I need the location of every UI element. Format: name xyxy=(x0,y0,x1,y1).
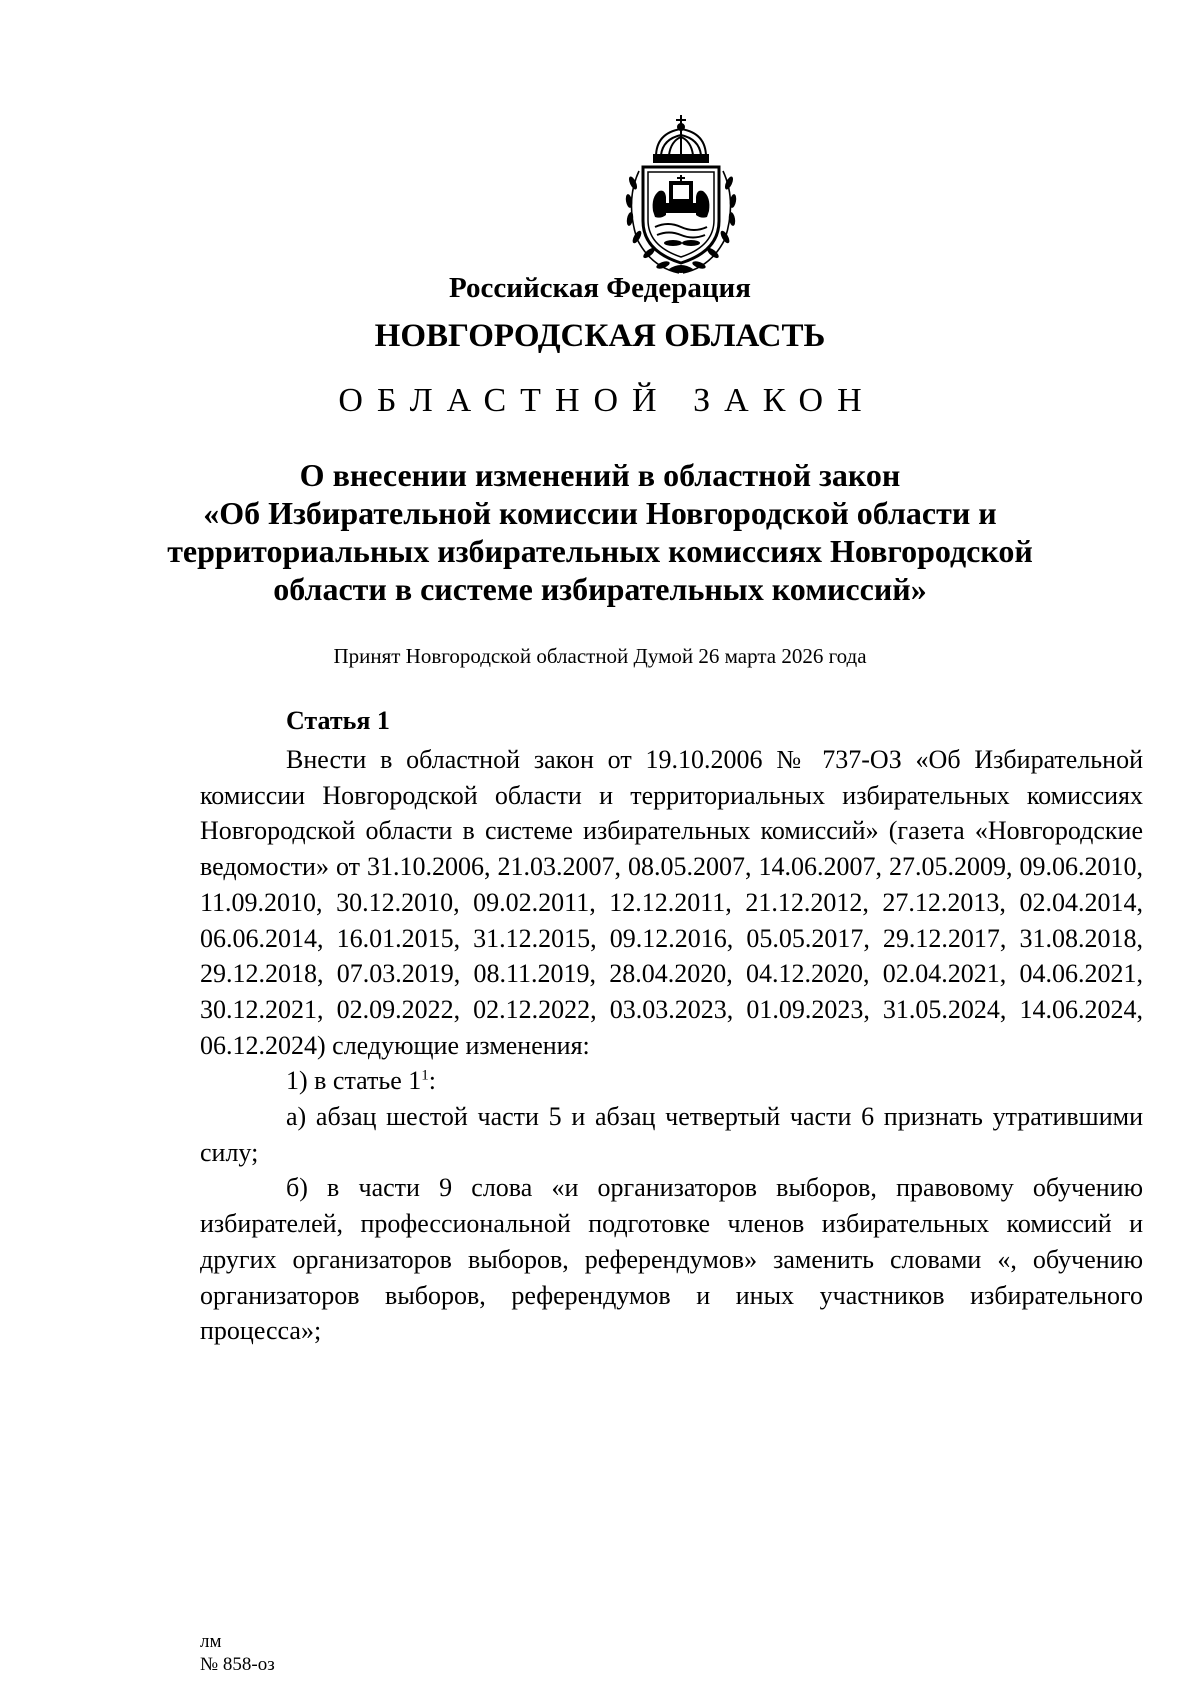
list-item-1-colon: : xyxy=(428,1066,437,1096)
article-intro-paragraph: Внести в областной закон от 19.10.2006 № 737-ОЗ «Об Избирательной комиссии Новгородской области и территориальных избирательных комиссиях Новгородской области в системе избирательных комиссий» (газета «Новгородские ведомости» от 31.10.2006, 21.03.2007, 08.05.2007, 14.06.2007, 27.05.2009, 09.06.2010, 11.09.2010, 30.12.2010, 09.02.2011, 12.12.2011, 21.12.2012, 27.12.2013, 02.04.2014, 06.06.2014, 16.01.2015, 31.12.2015, 09.12.2016, 05.05.2017, 29.12.2017, 31.08.2018, 29.12.2018, 07.03.2019, 08.11.2019, 28.04.2020, 04.12.2020, 02.04.2021, 04.06.2021, 30.12.2021, 02.09.2022, 02.12.2022, 03.03.2023, 01.09.2023, 31.05.2024, 14.06.2024, 06.12.2024) следующие изменения: xyxy=(200,745,1143,1060)
country-name: Российская Федерация xyxy=(449,272,751,304)
list-item-a: а) абзац шестой части 5 и абзац четвертый части 6 признать утратившими силу; xyxy=(200,1102,1143,1167)
executor-initials: лм xyxy=(200,1631,222,1652)
law-title-line: О внесении изменений в областной закон xyxy=(299,457,901,493)
novgorod-coat-of-arms-icon xyxy=(611,111,751,276)
document-footer xyxy=(200,1630,275,1676)
article-heading: Статья 1 xyxy=(286,706,390,735)
superscript: 1 xyxy=(421,1067,429,1084)
list-item-1 xyxy=(200,1063,1143,1099)
law-title-line: территориальных избирательных комиссиях Новгородской xyxy=(167,533,1033,569)
document-type: ОБЛАСТНОЙ ЗАКОН xyxy=(338,382,876,419)
list-item-b: б) в части 9 слова «и организаторов выборов, правовому обучению избирателей, профессиональной подготовке членов избирательных комиссий и других организаторов выборов, референдумов» заменить словами «, обучению организаторов выборов, референдумов и иных участников избирательного процесса»; xyxy=(200,1173,1143,1346)
adoption-note: Принят Новгородской областной Думой 26 марта 2026 года xyxy=(333,644,867,668)
list-item-1-text: 1) в статье 1 xyxy=(286,1066,422,1096)
article-body xyxy=(200,742,1143,1349)
law-title-line: «Об Избирательной комиссии Новгородской области и xyxy=(203,495,997,531)
law-number: № 858-оз xyxy=(200,1654,275,1675)
law-title-line: области в системе избирательных комиссий» xyxy=(273,571,927,607)
region-name: НОВГОРОДСКАЯ ОБЛАСТЬ xyxy=(374,318,826,354)
law-title xyxy=(0,456,1200,608)
